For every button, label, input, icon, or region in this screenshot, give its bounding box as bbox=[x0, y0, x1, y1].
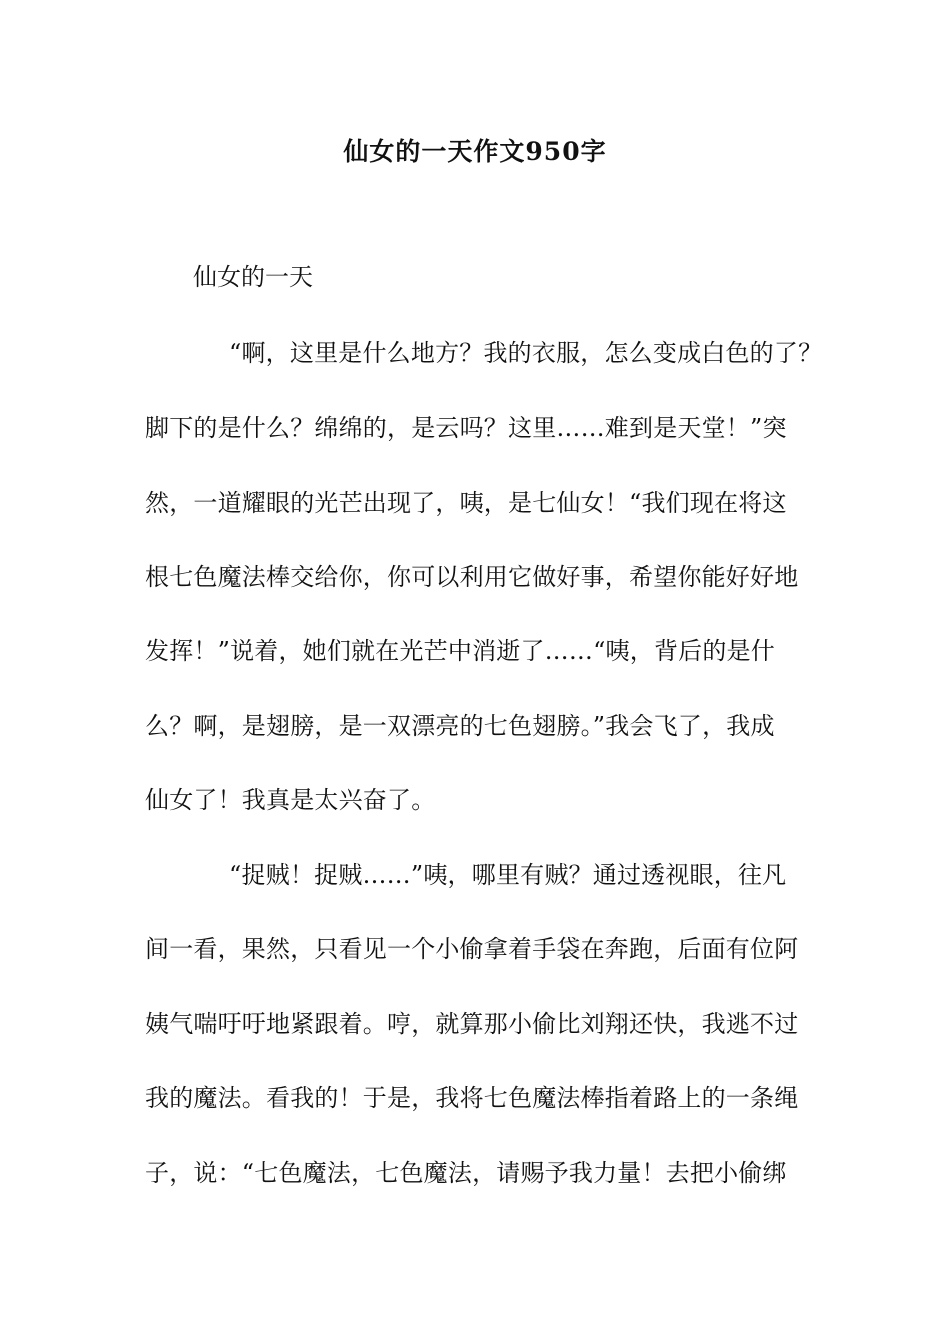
essay-subtitle: 仙女的一天 bbox=[193, 263, 313, 291]
paragraph-1-line-1: “啊，这里是什么地方？我的衣服，怎么变成白色的了？ bbox=[229, 339, 823, 367]
paragraph-1-line-3: 然，一道耀眼的光芒出现了，咦，是七仙女！“我们现在将这 bbox=[145, 489, 787, 517]
paragraph-1-line-4: 根七色魔法棒交给你，你可以利用它做好事，希望你能好好地 bbox=[145, 563, 799, 591]
paragraph-2-line-5: 子，说：“七色魔法，七色魔法，请赐予我力量！去把小偷绑 bbox=[145, 1159, 787, 1187]
paragraph-2-line-4: 我的魔法。看我的！于是，我将七色魔法棒指着路上的一条绳 bbox=[145, 1084, 799, 1112]
paragraph-1-line-6: 么？啊，是翅膀，是一双漂亮的七色翅膀。”我会飞了，我成 bbox=[145, 712, 775, 740]
paragraph-2-line-2: 间一看，果然，只看见一个小偷拿着手袋在奔跑，后面有位阿 bbox=[145, 935, 799, 963]
paragraph-1-line-7: 仙女了！我真是太兴奋了。 bbox=[145, 786, 436, 814]
paragraph-1-line-2: 脚下的是什么？绵绵的，是云吗？这里……难到是天堂！”突 bbox=[145, 414, 787, 442]
document-title: 仙女的一天作文950字 bbox=[343, 137, 607, 166]
paragraph-1-line-5: 发挥！”说着，她们就在光芒中消逝了……“咦，背后的是什 bbox=[145, 637, 775, 665]
paragraph-2-line-3: 姨气喘吁吁地紧跟着。哼，就算那小偷比刘翔还快，我逃不过 bbox=[145, 1010, 799, 1038]
paragraph-2-line-1: “捉贼！捉贼……”咦，哪里有贼？通过透视眼，往凡 bbox=[229, 861, 787, 889]
